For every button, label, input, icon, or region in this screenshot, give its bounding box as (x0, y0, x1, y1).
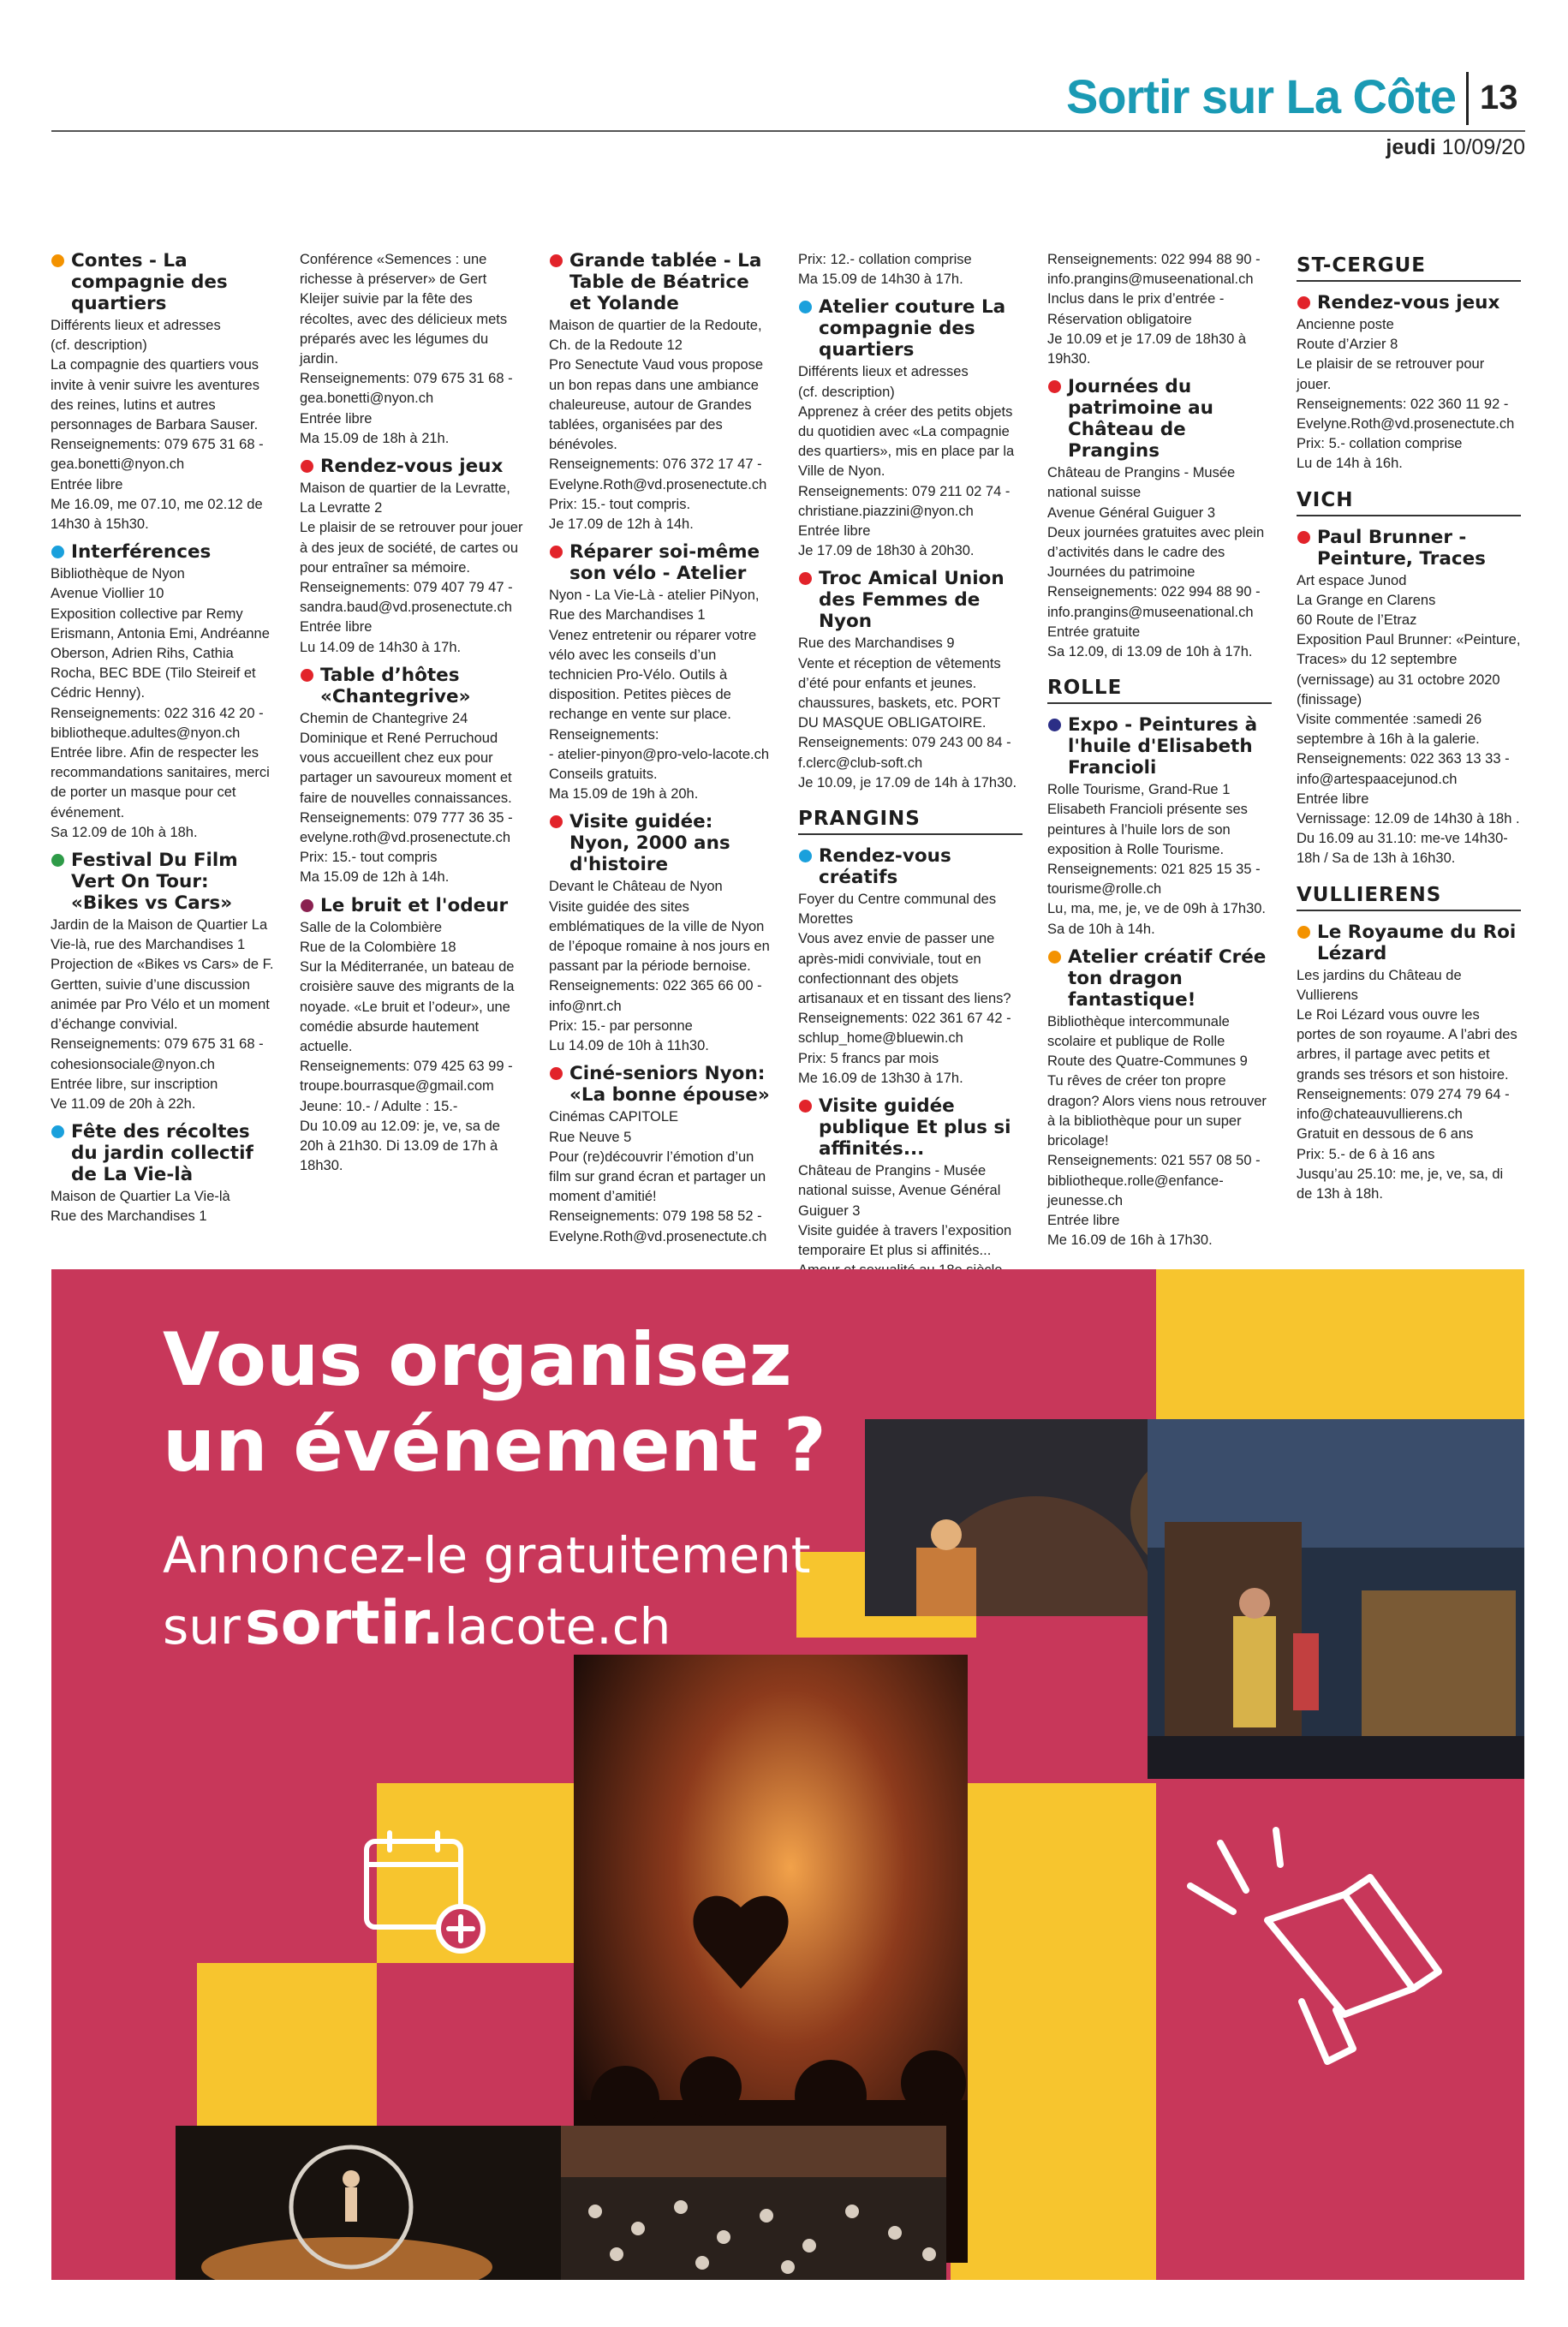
event-title-text: Expo - Peintures à l'huile d'Elisabeth Francioli (1068, 714, 1258, 779)
event-listing (51, 850, 275, 1114)
event-body: Château de Prangins - Musée national suisse, Avenue Général Guiguer 3 Visite guidée à travers l’exposition temporaire Et plus si affinités... (798, 1163, 1012, 1258)
event-title (51, 541, 275, 563)
event-title (549, 1063, 773, 1106)
page-number: 13 (1480, 79, 1518, 116)
event-title-text: Visite guidée: Nyon, 2000 ans d'histoire (569, 811, 730, 876)
event-title (51, 850, 275, 914)
category-dot-icon (51, 854, 64, 867)
event-title-text: Troc Amical Union des Femmes de Nyon (819, 568, 1005, 633)
event-body-continued: Prix: 12.- collation comprise Ma 15.09 de 14h30 à 17h. (798, 252, 972, 288)
event-listing (549, 250, 773, 534)
category-dot-icon (550, 815, 563, 828)
event-title-text: Rendez-vous jeux (320, 456, 504, 478)
ad-headline-line1: Vous organisez (163, 1317, 792, 1403)
ad-domain: lacote.ch (444, 1597, 671, 1656)
category-dot-icon (301, 460, 313, 473)
event-title (1047, 946, 1272, 1011)
ad-headline (163, 1317, 826, 1489)
location-heading: VICH (1297, 488, 1521, 516)
event-title-text: Table d’hôtes «Chantegrive» (320, 664, 471, 707)
category-dot-icon (51, 1125, 64, 1138)
event-body: Maison de Quartier La Vie-là Rue des Marchandises 1 (51, 1189, 230, 1225)
category-dot-icon (799, 1100, 812, 1113)
event-listing (549, 541, 773, 804)
ad-subline: Annoncez-le gratuitement (163, 1526, 811, 1584)
event-body: Cinémas CAPITOLE Rue Neuve 5 Pour (re)découvrir l’émotion d’un film sur grand écran et partager un moment d’amitié! Renseignements: 079 198 58 52 - Evelyne.Roth@vd.prosenectute.ch (549, 1109, 767, 1244)
category-dot-icon (799, 301, 812, 313)
event-title-text: Le Royaume du Roi Lézard (1317, 921, 1517, 964)
column-1 (51, 250, 275, 1234)
event-title (798, 1095, 1022, 1160)
event-title-text: Le bruit et l'odeur (320, 894, 509, 916)
category-dot-icon (51, 254, 64, 267)
event-title-text: Grande tablée - La Table de Béatrice et Yolande (569, 250, 762, 314)
event-listing (51, 250, 275, 534)
event-listing (51, 541, 275, 843)
event-title-text: Rendez-vous créatifs (819, 845, 951, 889)
event-title (1297, 292, 1521, 313)
column-4 (798, 250, 1022, 1308)
category-dot-icon (799, 572, 812, 585)
category-dot-icon (301, 899, 313, 912)
event-listing (1047, 714, 1272, 940)
category-dot-icon (1048, 380, 1061, 393)
category-dot-icon (51, 546, 64, 558)
ad-headline-line2: un événement ? (163, 1403, 826, 1489)
event-title (798, 568, 1022, 632)
event-body: Salle de la Colombière Rue de la Colombière 18 Sur la Méditerranée, un bateau de croisière sauve des migrants de la noyade. «Le bruit et l’odeur», une comédie absurde hautement actuelle. Renseignements: 079 425 63 99 - troupe.bourrasque@gmail.com Jeune: 10.- / Adulte : 15.- Du 10.09 au 12.09: je, ve, sa de 20h à 21h30. Di 13.09 de 17h à 18h30. (300, 919, 515, 1174)
event-body: Nyon - La Vie-Là - atelier PiNyon, Rue des Marchandises 1 Venez entretenir ou réparer votre vélo avec les conseils d’un technicien Pro-Vélo. Outils à disposition. Petites pièces de rechange en vente sur place. Renseignements: - atelier-pinyon@pro-velo-lacote.ch Conseils gratuits. Ma 15.09 de 19h à 20h. (549, 588, 770, 803)
column-2 (300, 250, 524, 1183)
category-dot-icon (1297, 926, 1310, 939)
event-title (300, 895, 524, 916)
category-dot-icon (550, 546, 563, 558)
category-dot-icon (301, 669, 313, 682)
ad-sur: sur (163, 1597, 241, 1656)
event-listing (1297, 527, 1521, 869)
event-body-continued: Conférence «Semences : une richesse à préserver» de Gert Kleijer suivie par la fête des récoltes, avec des délicieux mets préparés avec les légumes du jardin. Renseignements: 079 675 31 68 - gea.bonetti@nyon.ch Entrée libre Ma 15.09 de 18h à 21h. (300, 252, 513, 446)
category-dot-icon (1297, 296, 1310, 309)
event-body: Différents lieux et adresses (cf. description) La compagnie des quartiers vous invite à venir suivre les aventures des reines, lutins et autres personnages de Barbara Sauser. Renseignements: 079 675 31 68 - gea.bonetti@nyon.ch Entrée libre Me 16.09, me 07.10, me 02.12 de 14h30 à 15h30. (51, 318, 264, 533)
section-title: Sortir sur La Côte (1066, 69, 1456, 123)
event-listing (798, 568, 1022, 793)
event-body: Jardin de la Maison de Quartier La Vie-là, rue des Marchandises 1 Projection de «Bikes vs Cars» de F. Gertten, suivie d’une discussion animée par Pro Vélo et un moment d’échange convivial. Renseignements: 079 675 31 68 - cohesionsociale@nyon.ch Entrée libre, sur inscription Ve 11.09 de 20h à 22h. (51, 917, 274, 1112)
megaphone-icon (1173, 1817, 1447, 2091)
ad-yellow-block (968, 1783, 1156, 1967)
event-title-text: Festival Du Film Vert On Tour: «Bikes vs Cars» (71, 850, 238, 915)
event-title (549, 811, 773, 875)
event-title (300, 665, 524, 707)
event-body: Rolle Tourisme, Grand-Rue 1 Elisabeth Francioli présente ses peintures à l’huile lors de son exposition à Rolle Tourisme. Renseignements: 021 825 15 35 - tourisme@rolle.ch Lu, ma, me, je, ve de 09h à 17h30. Sa de 10h à 14h. (1047, 782, 1267, 937)
advertisement[interactable] (51, 1269, 1524, 2280)
event-body: Rue des Marchandises 9 Vente et réception de vêtements d’été pour enfants et jeunes. chaussures, baskets, etc. PORT DU MASQUE OBLIGATOIRE. Renseignements: 079 243 00 84 - f.clerc@club-soft.ch Je 10.09, je 17.09 de 14h à 17h30. (798, 635, 1017, 791)
event-title-text: Atelier couture La compagnie des quartiers (819, 296, 1006, 361)
event-title (51, 1121, 275, 1185)
event-title (1297, 527, 1521, 570)
event-title-text: Interférences (71, 541, 212, 564)
event-title (798, 296, 1022, 361)
event-body: Ancienne poste Route d’Arzier 8 Le plaisir de se retrouver pour jouer. Renseignements: 022 360 11 92 - Evelyne.Roth@vd.prosenectute.ch Prix: 5.- collation comprise Lu de 14h à 16h. (1297, 317, 1515, 472)
orchestra-photo (561, 2126, 946, 2280)
event-body: Chemin de Chantegrive 24 Dominique et René Perruchoud vous accueillent chez eux pour partager un savoureux moment et faire de nouvelles connaissances. Renseignements: 079 777 36 35 - evelyne.roth@vd.prosenectute.ch Prix: 15.- tout compris Ma 15.09 de 12h à 14h. (300, 710, 513, 886)
location-heading: PRANGINS (798, 807, 1022, 835)
event-title (1047, 714, 1272, 779)
event-title (549, 250, 773, 314)
theatre-photo (1148, 1419, 1524, 1779)
event-listing (1297, 922, 1521, 1204)
category-dot-icon (550, 254, 563, 267)
event-listing (798, 845, 1022, 1089)
event-title-text: Ciné-seniors Nyon: «La bonne épouse» (569, 1063, 770, 1107)
event-body: Les jardins du Château de Vullierens Le Roi Lézard vous ouvre les portes de son royaume. A l’abri des arbres, il partage avec petits et grands ses trésors et son histoire. Renseignements: 079 274 79 64 - info@chateauvullierens.ch Gratuit en dessous de 6 ans Prix: 5.- de 6 à 16 ans Jusqu’au 25.10: me, je, ve, sa, di de 13h à 18h. (1297, 967, 1517, 1202)
event-body: Maison de quartier de la Redoute, Ch. de la Redoute 12 Pro Senectute Vaud vous propose un bon repas dans une ambiance chaleureuse, autour de Grandes tablées, organisées par des bénévoles. Renseignements: 076 372 17 47 - Evelyne.Roth@vd.prosenectute.ch Prix: 15.- tout compris. Je 17.09 de 12h à 14h. (549, 318, 767, 533)
ad-brand: sortir. (244, 1588, 444, 1658)
column-3 (549, 250, 773, 1254)
event-listing (1297, 292, 1521, 474)
event-body: Bibliothèque de Nyon Avenue Viollier 10 Exposition collective par Remy Erismann, Antonia Emi, Andréanne Oberson, Adrien Rihs, Cathia Rocha, BEC BDE (Tilo Steireif et Cédric Henny). Renseignements: 022 316 42 20 - bibliotheque.adultes@nyon.ch Entrée libre. Afin de respecter les recommandations sanitaires, merci de porter un masque pour cet événement. Sa 12.09 de 10h à 18h. (51, 566, 270, 840)
location-heading: ROLLE (1047, 676, 1272, 704)
event-body: Château de Prangins - Musée national suisse Avenue Général Guiguer 3 Deux journées gratuites avec plein d’activités dans le cadre des Journées du patrimoine Renseignements: 022 994 88 90 - info.prangins@museenational.ch Entrée gratuite Sa 12.09, di 13.09 de 10h à 17h. (1047, 465, 1265, 660)
event-title (1047, 376, 1272, 462)
event-title-text: Réparer soi-même son vélo - Atelier (569, 541, 760, 585)
location-heading: VULLIERENS (1297, 883, 1521, 911)
event-title (1297, 922, 1521, 964)
event-body: Maison de quartier de la Levratte, La Levratte 2 Le plaisir de se retrouver pour jouer à des jeux de société, de cartes ou pour entraîner sa mémoire. Renseignements: 079 407 79 47 - sandra.baud@vd.prosenectute.ch Entrée libre Lu 14.09 de 14h30 à 17h. (300, 480, 523, 655)
event-title-text: Rendez-vous jeux (1317, 292, 1500, 313)
event-listing (1047, 376, 1272, 662)
event-listing (51, 1121, 275, 1226)
event-title-text: Contes - La compagnie des quartiers (71, 250, 228, 314)
category-dot-icon (1297, 531, 1310, 544)
event-body-continued: Renseignements: 022 994 88 90 - info.prangins@museenational.ch Inclus dans le prix d’entrée - Réservation obligatoire Je 10.09 et je 17.09 de 18h30 à 19h30. (1047, 252, 1261, 367)
location-heading: ST-CERGUE (1297, 254, 1521, 282)
event-title-text: Paul Brunner - Peinture, Traces (1317, 526, 1486, 570)
event-listing (549, 811, 773, 1056)
event-title-text: Atelier créatif Crée ton dragon fantastique! (1068, 946, 1267, 1011)
category-dot-icon (1048, 719, 1061, 731)
event-title (549, 541, 773, 584)
issue-date (1386, 135, 1525, 160)
event-title-text: Visite guidée publique Et plus si affinités... (819, 1095, 1011, 1161)
event-listing (300, 665, 524, 888)
event-title-text: Fête des récoltes du jardin collectif de La Vie-là (71, 1121, 253, 1186)
event-listing (798, 296, 1022, 561)
header-rule (51, 130, 1525, 132)
ad-yellow-block (968, 1967, 1156, 2126)
event-title (51, 250, 275, 314)
event-body: Foyer du Centre communal des Morettes Vous avez envie de passer une après-midi conviviale, tout en confectionnant des objets artisanaux et en tissant des liens? Renseignements: 022 361 67 42 - schlup_home@bluewin.ch Prix: 5 francs par mois Me 16.09 de 13h30 à 17h. (798, 892, 1011, 1086)
event-body: Devant le Château de Nyon Visite guidée des sites emblématiques de la ville de Nyon de l’époque romaine à nos jours en passant par la période bernoise. Renseignements: 022 365 66 00 - info@nrt.ch Prix: 15.- par personne Lu 14.09 de 10h à 11h30. (549, 879, 770, 1054)
event-body: Art espace Junod La Grange en Clarens 60 Route de l’Etraz Exposition Paul Brunner: «Peinture, Traces» du 12 septembre (vernissage) au 31 octobre 2020 (finissage) Visite commentée :samedi 26 septembre à 16h à la galerie. Renseignements: 022 363 13 33 - info@artespaacejunod.ch Entrée libre Vernissage: 12.09 de 14h30 à 18h . Du 16.09 au 31.10: me-ve 14h30-18h / Sa de 13h à 16h30. (1297, 572, 1521, 867)
event-body: Différents lieux et adresses (cf. description) Apprenez à créer des petits objets du quotidien avec «La compagnie des quartiers», mis en place par la Ville de Nyon. Renseignements: 079 211 02 74 - christiane.piazzini@nyon.ch Entrée libre Je 17.09 de 18h30 à 20h30. (798, 364, 1015, 559)
column-6 (1297, 250, 1521, 1211)
event-body: Bibliothèque intercommunale scolaire et publique de Rolle Route des Quatre-Communes 9 Tu rêves de créer ton propre dragon? Alors viens nous retrouver à la bibliothèque pour un super bricolage! Renseignements: 021 557 08 50 - bibliotheque.rolle@enfance-jeunesse.ch Entrée libre Me 16.09 de 16h à 17h30. (1047, 1013, 1267, 1249)
issue-date-value: 10/09/20 (1441, 135, 1525, 159)
event-listing (549, 1063, 773, 1246)
category-dot-icon (550, 1067, 563, 1080)
event-listing (300, 456, 524, 658)
acrobat-photo (176, 2126, 561, 2280)
ad-website[interactable] (163, 1588, 671, 1658)
column-5 (1047, 250, 1272, 1257)
issue-day: jeudi (1386, 135, 1436, 159)
ad-yellow-block (197, 1963, 377, 2126)
category-dot-icon (1048, 951, 1061, 964)
header-divider (1466, 72, 1469, 125)
event-title-text: Journées du patrimoine au Château de Prangins (1068, 376, 1213, 462)
event-title (798, 845, 1022, 888)
event-listing (1047, 946, 1272, 1250)
ad-yellow-block (951, 2126, 1156, 2280)
category-dot-icon (799, 850, 812, 862)
calendar-add-icon (360, 1826, 497, 1963)
event-title (300, 456, 524, 477)
event-listing (300, 895, 524, 1177)
